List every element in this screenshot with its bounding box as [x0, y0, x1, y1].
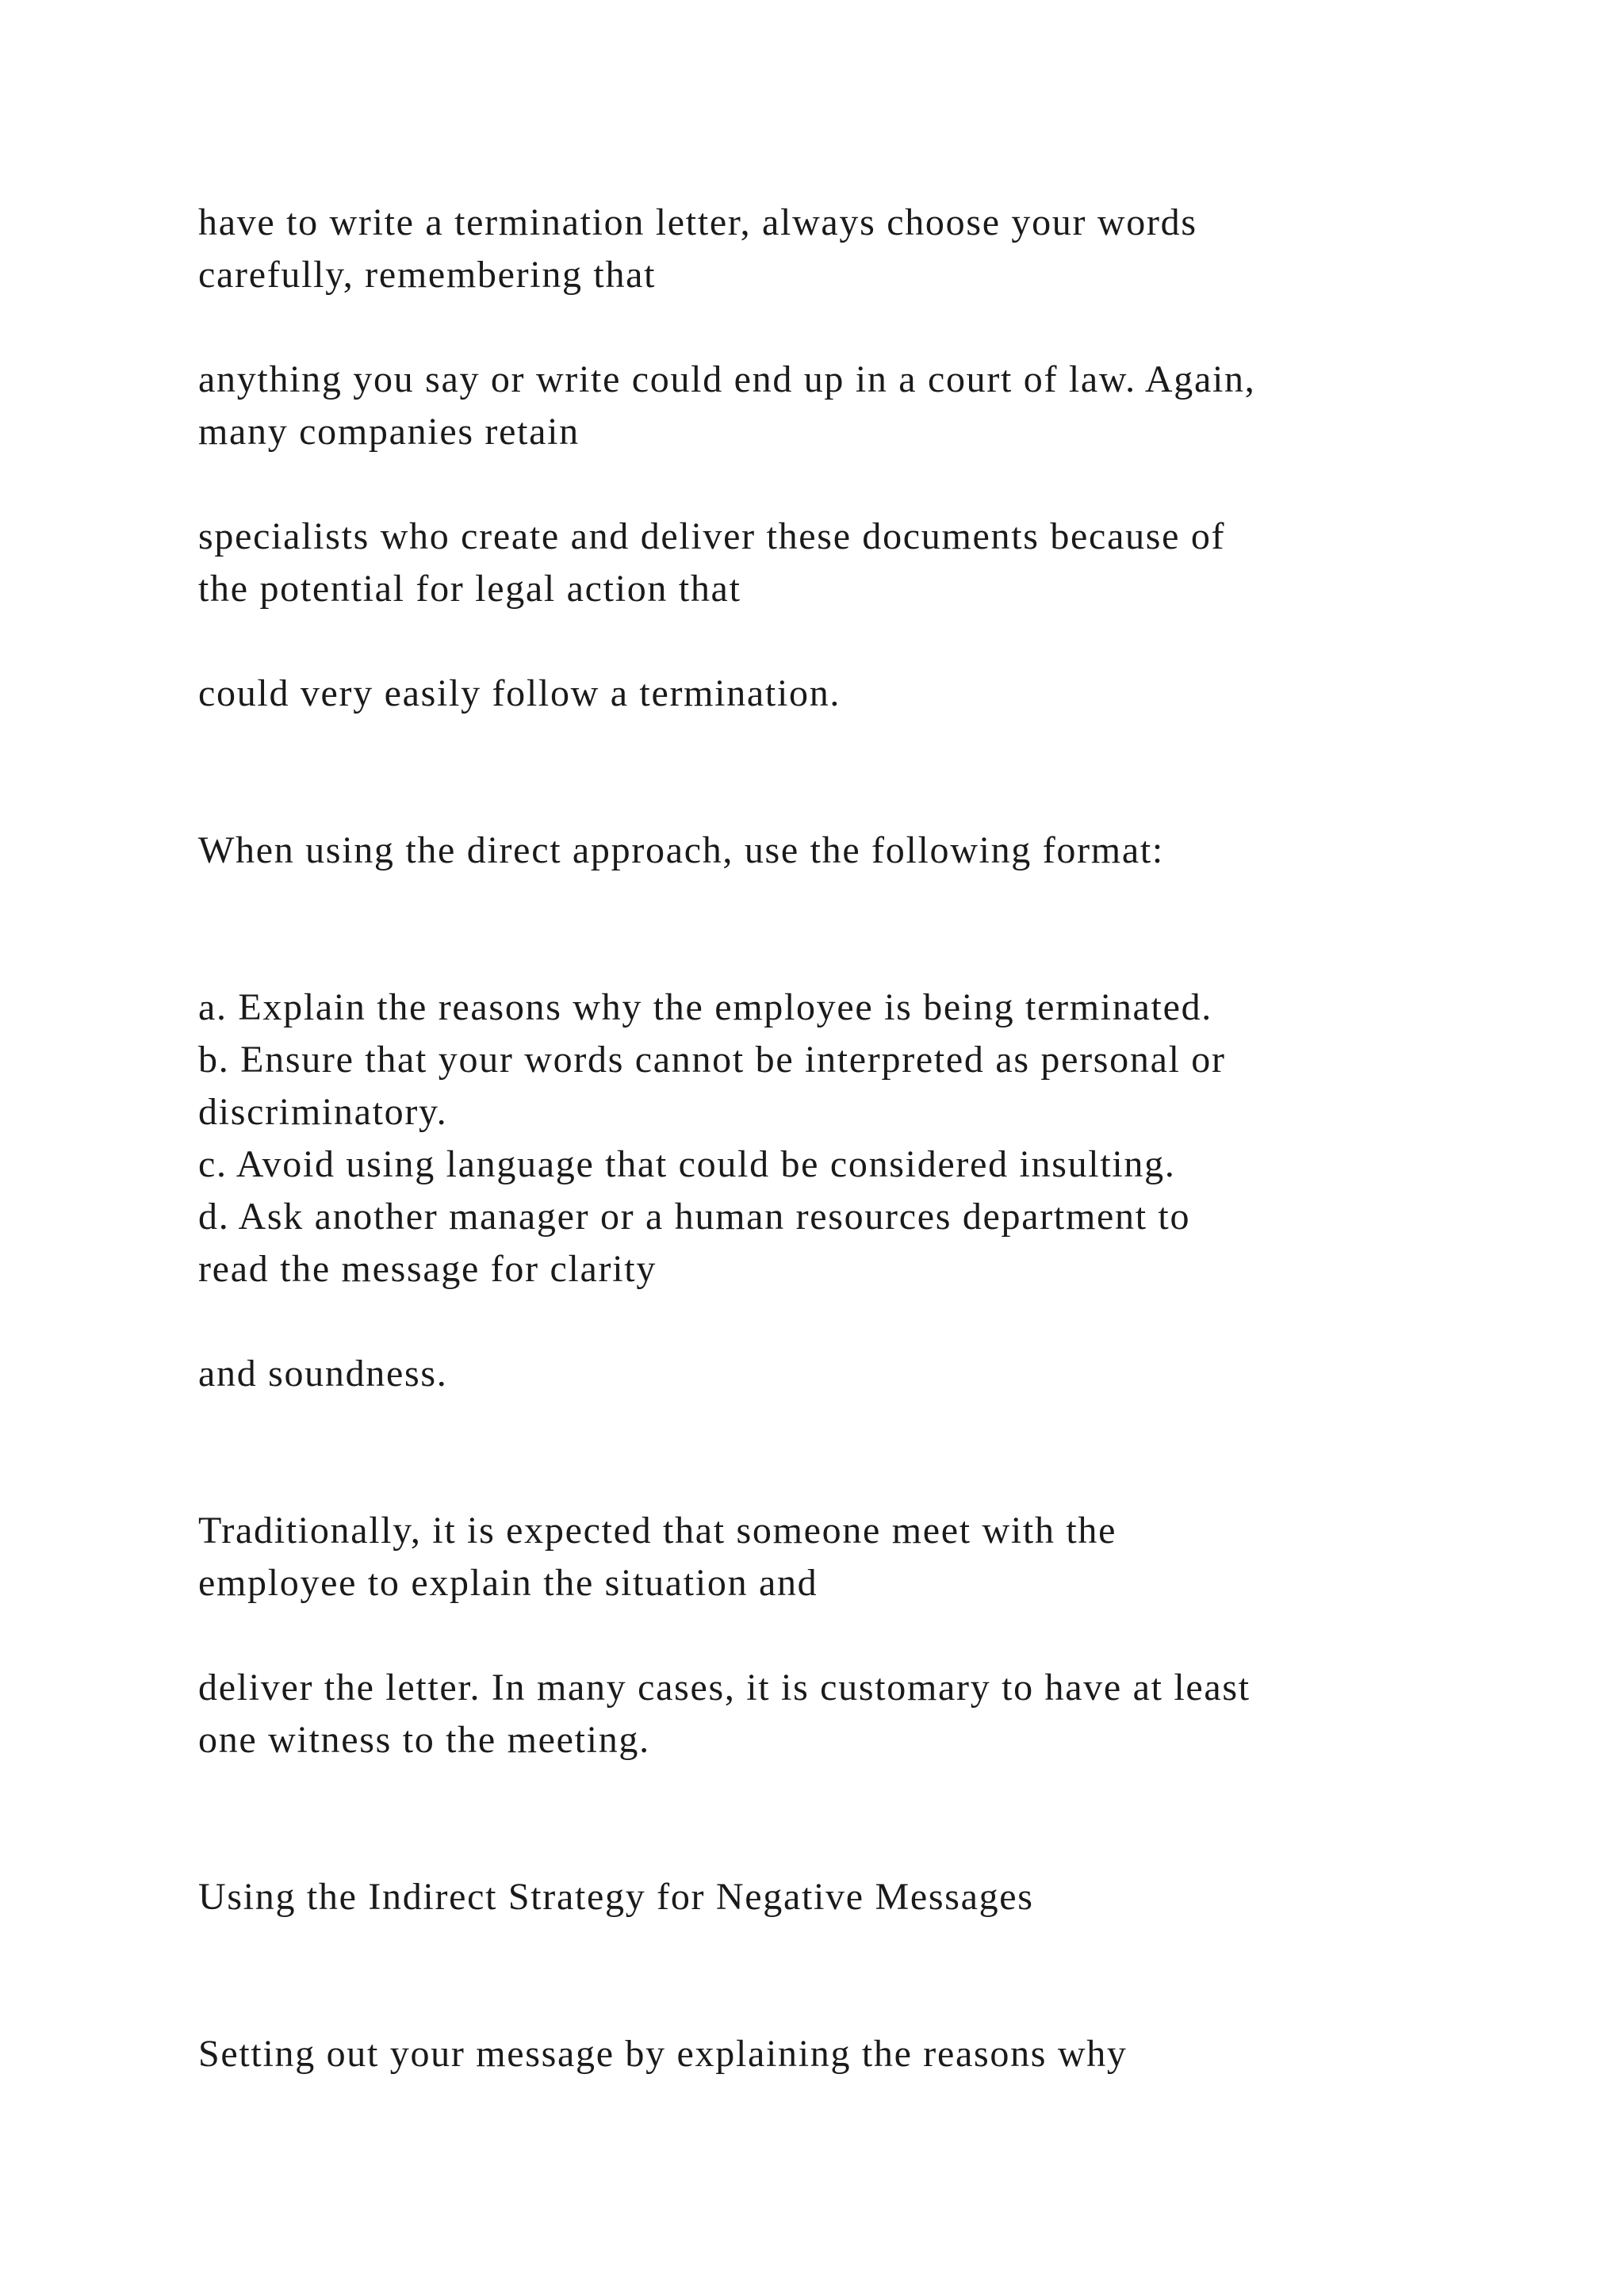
- text-line: When using the direct approach, use the following format:: [198, 829, 1164, 871]
- text-line: discriminatory.: [198, 1091, 448, 1133]
- section-heading: Using the Indirect Strategy for Negative Messages: [198, 1876, 1034, 1918]
- list-item: c. Avoid using language that could be considered insulting.: [198, 1143, 1176, 1185]
- text-line: Setting out your message by explaining the reasons why: [198, 2033, 1128, 2075]
- list-item: a. Explain the reasons why the employee is being terminated.: [198, 986, 1212, 1028]
- text-line: have to write a termination letter, always choose your words: [198, 201, 1197, 243]
- text-line: the potential for legal action that: [198, 568, 741, 610]
- text-line: and soundness.: [198, 1353, 448, 1395]
- text-line: carefully, remembering that: [198, 254, 657, 296]
- list-item: d. Ask another manager or a human resources department to: [198, 1196, 1191, 1238]
- text-line: one witness to the meeting.: [198, 1719, 650, 1761]
- text-line: Traditionally, it is expected that someone meet with the: [198, 1510, 1117, 1552]
- text-line: many companies retain: [198, 411, 580, 453]
- list-item: b. Ensure that your words cannot be interpreted as personal or: [198, 1039, 1226, 1081]
- text-line: specialists who create and deliver these documents because of: [198, 515, 1226, 557]
- text-line: read the message for clarity: [198, 1248, 657, 1290]
- text-line: could very easily follow a termination.: [198, 672, 841, 714]
- text-line: deliver the letter. In many cases, it is customary to have at least: [198, 1667, 1251, 1709]
- text-line: anything you say or write could end up in a court of law. Again,: [198, 358, 1256, 400]
- text-line: employee to explain the situation and: [198, 1562, 818, 1604]
